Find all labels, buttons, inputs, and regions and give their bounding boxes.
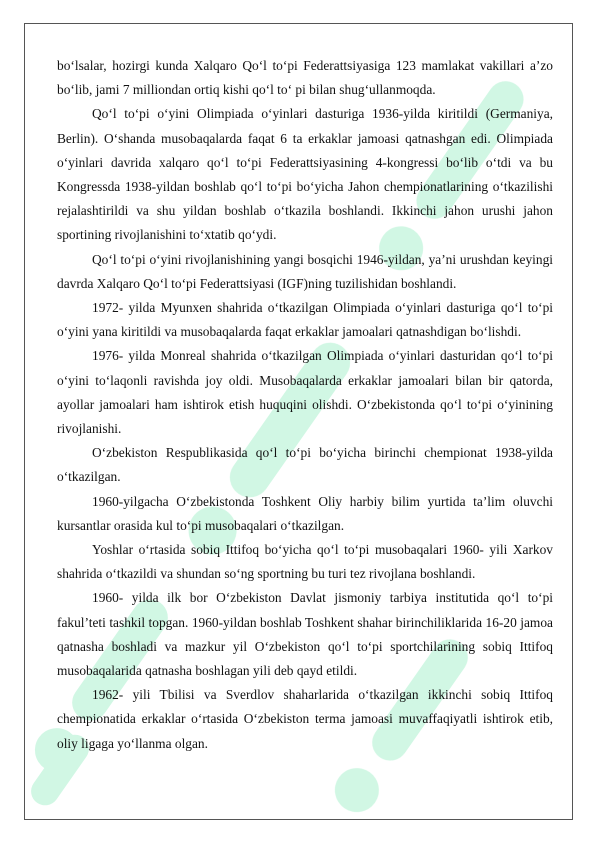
paragraph: 1962- yili Tbilisi va Sverdlov shaharlarida o‘tkazilgan ikkinchi sobiq Ittifoq chempionatida erkaklar o‘rtasida O‘zbekiston terma jamoasi muvaffaqiyatli ishtirok etib, oliy ligaga yo‘llanma olgan. [57, 687, 553, 751]
paragraph: Yoshlar o‘rtasida sobiq Ittifoq bo‘yicha qo‘l to‘pi musobaqalari 1960- yili Xarkov shahrida o‘tkazildi va shundan so‘ng sportning bu turi tez rivojlana boshlandi. [57, 542, 553, 582]
paragraph: 1960- yilda ilk bor O‘zbekiston Davlat jismoniy tarbiya institutida qo‘l to‘pi fakul’teti tashkil topgan. 1960-yildan boshlab Toshkent shahar birinchiliklarida 16-20 jamoa qatnasha boshladi va mazkur yil O‘zbekiston qo‘l to‘pi sportchilarining sobiq Ittifoq musobaqalarida qatnasha boshlagan yili deb qayd etildi. [57, 590, 553, 679]
paragraph: 1960-yilgacha O‘zbekistonda Toshkent Oliy harbiy bilim yurtida ta’lim oluvchi kursantlar orasida kul to‘pi musobaqalari o‘tkazilgan. [57, 493, 553, 533]
paragraph: 1976- yilda Monreal shahrida o‘tkazilgan Olimpiada o‘yinlari dasturidan qo‘l to‘pi o‘yini to‘laqonli ravishda joy oldi. Musobaqalarda erkaklar jamoalari bilan bir qatorda, ayollar jamoalari ham ishtirok etish huquqini olishdi. O‘zbekistonda qo‘l to‘pi o‘yinining rivojlanishi. [57, 348, 553, 437]
paragraph: 1972- yilda Myunxen shahrida o‘tkazilgan Olimpiada o‘yinlari dasturiga qo‘l to‘pi o‘yini yana kiritildi va musobaqalarda faqat erkaklar jamoalari qatnashdigan bo‘lishdi. [57, 300, 553, 340]
paragraph: Qo‘l to‘pi o‘yini rivojlanishining yangi bosqichi 1946-yildan, ya’ni urushdan keyingi davrda Xalqaro Qo‘l to‘pi Federattsiyasi (IGF)ning tuzilishidan boshlandi. [57, 251, 553, 291]
document-body [57, 54, 553, 756]
paragraph: Qo‘l to‘pi o‘yini Olimpiada o‘yinlari dasturiga 1936-yilda kiritildi (Germaniya, Berlin). O‘shanda musobaqalarda faqat 6 ta erkaklar jamoasi qatnashgan edi. Olimpiada o‘yinlari davrida xalqaro qo‘l to‘pi Federattsiyasining 4-kongressi bo‘lib o‘tdi va bu Kongressda 1938-yildan boshlab qo‘l to‘pi bo‘yicha Jahon chempionatlarining o‘tkazilishi rejalashtirildi va shu yildan boshlab o‘tkazila boshlandi. Ikkinchi jahon urushi jahon sportining rivojlanishini to‘xtatib qo‘ydi. [57, 106, 553, 243]
paragraph: O‘zbekiston Respublikasida qo‘l to‘pi bo‘yicha birinchi chempionat 1938-yilda o‘tkazilgan. [57, 445, 553, 485]
paragraph: bo‘lsalar, hozirgi kunda Xalqaro Qo‘l to‘pi Federattsiyasiga 123 mamlakat vakillari a’zo bo‘lib, jami 7 milliondan ortiq kishi qo‘l to‘ pi bilan shug‘ullanmoqda. [57, 58, 553, 98]
